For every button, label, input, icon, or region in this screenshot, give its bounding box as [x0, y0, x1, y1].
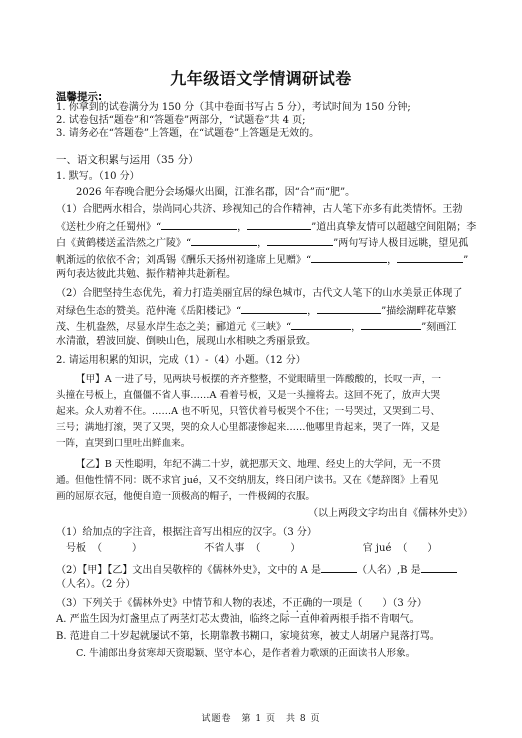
passage-source: （以上两段文字均出自《儒林外史》） [308, 508, 473, 519]
text-segment: 的一项是（ ）（3 分） [312, 598, 427, 609]
text-segment: ”描绘湖畔花草繁 [381, 306, 457, 317]
answer-blank [161, 219, 237, 230]
q1-part1-line [56, 235, 468, 250]
tip-item-3: 3. 请务必在“答题卷”上答题，在“试题卷”上答题是无效的。 [56, 128, 320, 139]
tip-item-2: 2. 试卷包括“题卷”和“答题卷”两部分，“试题卷”共 4 页; [56, 115, 306, 126]
text-segment: ， [307, 306, 318, 317]
question-1-intro: 2026 年春晚合肥分会场爆火出圈，江淮名郡，因“合”而“肥”。 [76, 187, 356, 198]
text-segment: （人名）,B 是 [356, 565, 421, 576]
text-segment: （3）下列关于《儒林外史》中情节和人物的表述， [56, 598, 283, 609]
answer-blank [421, 562, 457, 573]
question-1-label: 1. 默写。（10 分） [56, 171, 140, 182]
pinyin-row [66, 542, 437, 555]
text-segment: 对绿色生态的赞美。范仲淹《岳阳楼记》“ [56, 306, 242, 317]
subquestion-2-line: （人名）。（2 分） [56, 579, 136, 590]
text-segment: ， [257, 238, 268, 249]
text-segment: ， [351, 322, 362, 333]
answer-parens: （ ） [250, 543, 301, 554]
option-a: A. 严监生因为灯盏里点了两茎灯芯太费油，临终之际一直伸着两根手指不肯咽气。 [56, 614, 420, 625]
tips-heading: 温馨提示: [56, 91, 103, 103]
word-haoban: 号板 [66, 543, 86, 554]
text-segment: ”刻画江 [421, 322, 457, 333]
text-segment: ”道出真挚友情可以超越空间阻隔；李 [311, 222, 477, 233]
option-c: C. 牛浦郎出身贫寒却天资聪颖、坚守本心，是作者着力歌颂的正面读书人形象。 [76, 648, 416, 659]
answer-blank [321, 562, 357, 573]
answer-parens: （ ） [92, 543, 142, 554]
tip-item-1: 1. 你拿到的试卷满分为 150 分（其中卷面书写占 5 分），考试时间为 150 分钟; [56, 102, 411, 113]
text-segment: 帆渐远的依依不舍；刘禹锡《酬乐天扬州初逢席上见赠》“ [56, 255, 312, 266]
text-segment: ， [387, 255, 398, 266]
passage-jia-line: 三号；满地打滚，哭了又哭，哭的众人心里都凄惨起来……他哪里肯起来，哭了一阵，又是 [56, 422, 440, 433]
passage-yi-line: 通。但他性情不同：既不求官 jué，又不交纳朋友，终日闭户读书。又在《楚辞图》上看见 [56, 475, 439, 486]
option-b: B. 范进自二十岁起就屡试不第，长期靠教书糊口，家境贫寒，被丈人胡屠户晁落打骂。 [56, 631, 440, 642]
answer-blank [241, 303, 307, 314]
emphasis-text: 不正确 [282, 598, 313, 609]
q1-part2-line [56, 303, 456, 318]
text-segment: ”两句写诗人极目远眺，望见孤 [333, 238, 469, 249]
passage-jia-line: 【甲】A 一进了号，见两块号板摆的齐齐整整，不觉眼睛里一阵酸酸的，长叹一声，一 [76, 374, 441, 385]
question-2-label: 2. 请运用积累的知识，完成（1）-（4）小题。（12 分） [56, 355, 306, 366]
answer-blank [267, 235, 333, 246]
page-title: 九年级语文学情调研试卷 [170, 69, 352, 88]
q1-part1-line: 两句表达彼此共勉、振作精神共赴新程。 [56, 269, 236, 280]
answer-blank [191, 235, 257, 246]
q1-part1-line: （1）合肥两水相合，崇尚同心共济、珍视知己的合作精神，古人笔下亦多有此类情怀。王勃 [56, 204, 463, 215]
passage-jia-line: 头撞在号板上，直僵僵不省人事……A 看着号板，又是一头撞将去。这回不死了，放声大哭 [56, 390, 441, 401]
q1-part2-line: 水清澈，碧波回旋、倒映山色，展现山水相映之秀丽景致。 [56, 336, 316, 347]
answer-blank [247, 219, 311, 230]
q1-part1-line [56, 219, 476, 234]
text-segment: ， [237, 222, 248, 233]
passage-yi-line: 画的屈原衣冠，他便自造一顶极高的帽子，一件极阔的衣服。 [56, 491, 316, 502]
answer-blank [361, 319, 421, 330]
passage-jia-line: 起来。众人劝着不住。……A 也不听见，只管伏着号板哭个不住；一号哭过，又哭到二号、 [56, 406, 441, 417]
text-segment: （2）【甲】【乙】文出自吴敬梓的《儒林外史》，文中的 A 是 [56, 565, 321, 576]
answer-blank [397, 252, 463, 263]
page-footer: 试题卷 第 1 页 共 8 页 [201, 714, 321, 724]
answer-parens: （ ） [397, 543, 438, 554]
q1-part2-line: （2）合肥坚持生态优先，着力打造美丽宜居的绿色城市，古代文人笔下的山水美景正体现了 [56, 288, 463, 299]
text-segment: ” [463, 255, 469, 266]
word-guanjue: 官 jué [362, 543, 392, 554]
subquestion-2-line [56, 562, 457, 577]
q1-part2-line [56, 319, 456, 334]
word-buxingrenshi: 不省人事 [204, 543, 245, 554]
passage-yi-line: 【乙】B 天性聪明，年纪不满二十岁，就把那天文、地理、经史上的大学问，无一不贯 [76, 459, 442, 470]
text-segment: 白《黄鹤楼送孟浩然之广陵》“ [56, 238, 192, 249]
passage-jia-line: 一阵，直哭到口里吐出鲜血来。 [56, 438, 191, 449]
answer-blank [311, 252, 387, 263]
q1-part1-line [56, 252, 468, 267]
section-heading: 一、语文积累与运用（35 分） [56, 154, 199, 166]
answer-blank [317, 303, 381, 314]
subquestion-1-label: （1）给加点的字注音，根据注音写出相应的汉字。（3 分） [56, 527, 317, 538]
text-segment: 茂、生机盎然，尽显水岸生态之美；郦道元《三峡》“ [56, 322, 292, 333]
answer-blank [291, 319, 351, 330]
text-segment: 《送杜少府之任蜀州》“ [56, 222, 162, 233]
